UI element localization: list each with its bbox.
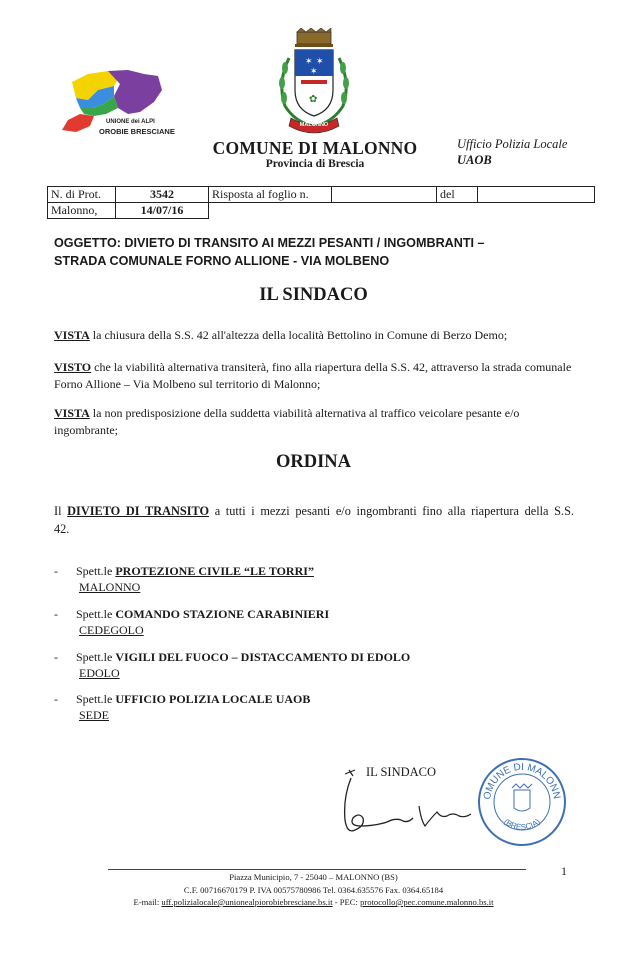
footer-fiscal: C.F. 00716670179 P. IVA 00575780986 Tel. 0364.635576 Fax. 0364.65184 xyxy=(183,885,444,895)
union-logo-line2: OROBIE BRESCIANE xyxy=(99,127,175,136)
page-number: 1 xyxy=(561,864,567,878)
union-logo-line1: UNIONE dei ALPI xyxy=(106,119,155,125)
order-keyword: DIVIETO DI TRANSITO xyxy=(67,504,210,518)
svg-text:✶: ✶ xyxy=(305,56,313,66)
recipient-prefix: Spett.le xyxy=(76,650,116,664)
official-stamp xyxy=(476,756,568,848)
crest-banner-text: MALONNO xyxy=(299,122,329,128)
municipal-crest-icon xyxy=(273,28,355,136)
email-label: E-mail: xyxy=(133,897,162,907)
page-title: COMUNE DI MALONNO xyxy=(212,138,418,158)
protocol-row xyxy=(48,187,595,203)
del-value xyxy=(478,187,595,203)
order-paragraph xyxy=(54,502,574,538)
subject-line-2: STRADA COMUNALE FORNO ALLIONE - VIA MOLBENO xyxy=(54,254,390,268)
protocol-table xyxy=(47,186,595,219)
subject-block xyxy=(54,234,574,270)
recipient-location: EDOLO xyxy=(79,666,120,680)
del-label: del xyxy=(437,187,478,203)
recipient-name: VIGILI DEL FUOCO – DISTACCAMENTO DI EDOLO xyxy=(115,650,411,664)
svg-text:✿: ✿ xyxy=(309,94,318,105)
order-text: a tutti i mezzi pesanti e/o ingombranti fino alla riapertura della S.S. 42. xyxy=(54,504,574,536)
order-prefix: Il xyxy=(54,504,68,518)
reply-label: Risposta al foglio n. xyxy=(209,187,332,203)
handwritten-signature xyxy=(315,768,480,843)
paragraph-vista-1 xyxy=(54,327,572,344)
heading-ordina: ORDINA xyxy=(275,452,352,472)
protocol-date: 14/07/16 xyxy=(116,203,209,219)
recipient-prefix: Spett.le xyxy=(76,564,116,578)
footer-contacts xyxy=(0,896,627,908)
svg-text:✶: ✶ xyxy=(310,66,318,76)
pec-label: - PEC: xyxy=(332,897,361,907)
office-code: UAOB xyxy=(457,153,492,167)
recipient-location: CEDEGOLO xyxy=(79,623,144,637)
paragraph-keyword: VISTA xyxy=(54,328,90,342)
stamp-top-text: OMUNE DI MALONN xyxy=(481,761,562,801)
recipient-location: SEDE xyxy=(79,708,109,722)
heading-sindaco: IL SINDACO xyxy=(259,285,368,305)
footer-address: Piazza Municipio, 7 - 25040 – MALONNO (BS) xyxy=(229,872,398,882)
paragraph-text: che la viabilità alternativa transiterà, fino alla riapertura della S.S. 42, attraverso la strada comunale Forno Allione – Via Molbeno sul territorio di Malonno; xyxy=(54,360,572,391)
recipient-location: MALONNO xyxy=(79,580,141,594)
subject-line-1: OGGETTO: DIVIETO DI TRANSITO AI MEZZI PESANTI / INGOMBRANTI – xyxy=(54,236,485,250)
svg-text:✶: ✶ xyxy=(316,56,324,66)
paragraph-vista-2 xyxy=(54,405,572,439)
paragraph-text: la chiusura della S.S. 42 all'altezza della località Bettolino in Comune di Berzo Demo; xyxy=(89,328,508,342)
recipient-prefix: Spett.le xyxy=(76,607,116,621)
stamp-bottom-text: (BRESCIA) xyxy=(502,817,542,832)
svg-text:(BRESCIA) xyxy=(502,817,542,832)
province-label: Provincia di Brescia xyxy=(265,158,365,170)
recipient-name: COMANDO STAZIONE CARABINIERI xyxy=(115,607,330,621)
union-logo xyxy=(58,68,175,146)
protocol-row xyxy=(48,203,595,219)
paragraph-visto xyxy=(54,359,572,393)
email-link[interactable]: uff.polizialocale@unionealpiorobiebresciane.bs.it xyxy=(161,897,333,907)
footer-divider xyxy=(108,869,526,870)
pec-link[interactable]: protocollo@pec.comune.malonno.bs.it xyxy=(360,897,494,907)
signature-label: IL SINDACO xyxy=(366,765,437,779)
recipient-name: PROTEZIONE CIVILE “LE TORRI” xyxy=(115,564,314,578)
protocol-number: 3542 xyxy=(116,187,209,203)
place-label: Malonno, xyxy=(48,203,116,219)
paragraph-text: la non predisposizione della suddetta viabilità alternativa al traffico veicolare pesante e/o ingombrante; xyxy=(54,406,520,437)
protocol-label: N. di Prot. xyxy=(48,187,116,203)
paragraph-keyword: VISTA xyxy=(54,406,90,420)
paragraph-keyword: VISTO xyxy=(54,360,92,374)
recipient-prefix: Spett.le xyxy=(76,692,116,706)
recipient-name: UFFICIO POLIZIA LOCALE UAOB xyxy=(115,692,311,706)
reply-value xyxy=(332,187,437,203)
office-name: Ufficio Polizia Locale xyxy=(457,137,568,151)
